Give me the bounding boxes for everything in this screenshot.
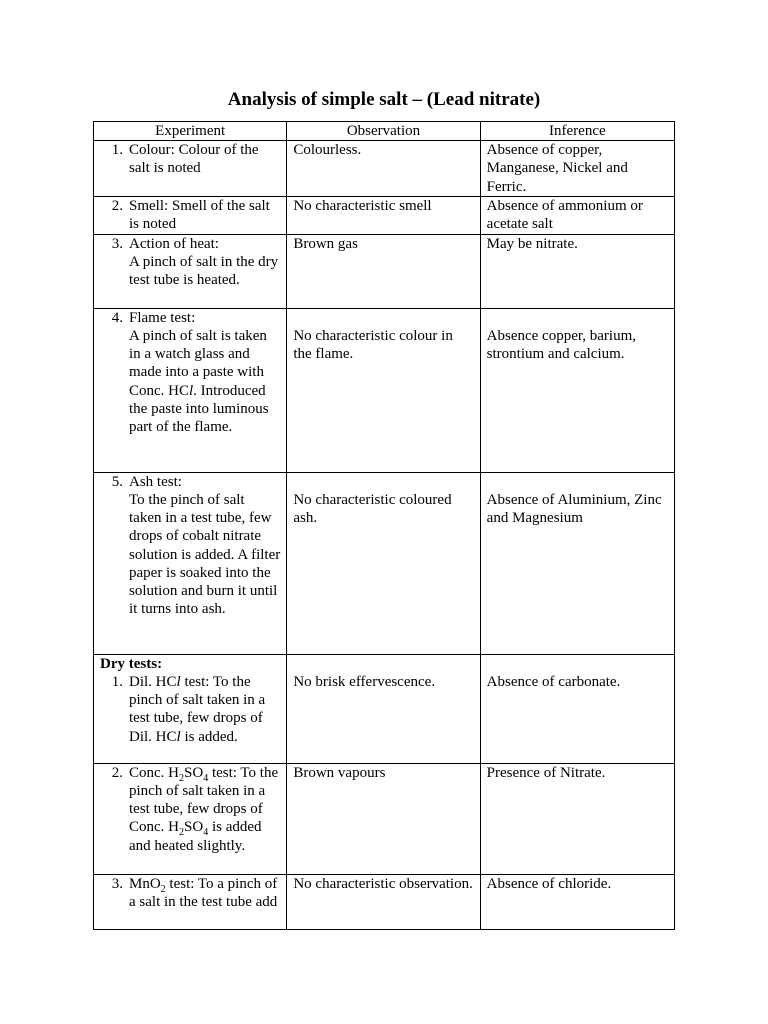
observation-cell: Colourless. [287, 141, 480, 197]
row-number: 2. [111, 764, 123, 781]
experiment-cell [94, 141, 287, 197]
experiment-cell [94, 196, 287, 234]
observation-cell: No characteristic smell [287, 196, 480, 234]
inference-cell: Absence of copper, Manganese, Nickel and Ferric. [480, 141, 674, 197]
experiment-cell [94, 234, 287, 308]
experiment-text: To the pinch of salt taken in a test tube, few drops of cobalt nitrate solution is added. A filter paper is soaked into the solution and burn it until it turns into ash. [129, 492, 281, 618]
row-number: 1. [111, 674, 123, 691]
experiment-cell [94, 308, 287, 472]
table-row [94, 874, 675, 929]
inference-text: Absence of Aluminium, Zinc and Magnesium [486, 492, 662, 527]
experiment-text: Smell: Smell of the salt is noted [129, 197, 270, 233]
observation-cell [287, 308, 480, 472]
experiment-cell [94, 874, 287, 929]
table-header-row [94, 122, 675, 141]
row-number: 3. [111, 235, 123, 252]
row-number: 3. [111, 875, 123, 892]
experiment-text: A pinch of salt in the dry test tube is heated. [129, 254, 279, 289]
table-row [94, 654, 675, 763]
analysis-table [93, 121, 675, 930]
inference-text: Absence of carbonate. [486, 674, 621, 690]
experiment-heading: Action of heat: [129, 235, 219, 252]
inference-cell [480, 308, 674, 472]
inference-cell: May be nitrate. [480, 234, 674, 308]
page-title: Analysis of simple salt – (Lead nitrate) [227, 89, 541, 110]
observation-text: No characteristic coloured ash. [293, 492, 452, 527]
inference-cell [480, 472, 674, 654]
row-number: 5. [111, 473, 123, 490]
experiment-heading: Ash test: [129, 473, 182, 490]
row-number: 4. [111, 309, 123, 326]
dry-tests-label: Dry tests: [100, 655, 163, 672]
experiment-text: MnO$_2$ test: To a pinch of a salt in the test tube add [129, 875, 278, 911]
inference-text: Absence copper, barium, strontium and calcium. [486, 328, 636, 363]
inference-cell: Absence of ammonium or acetate salt [480, 196, 674, 234]
experiment-cell [94, 763, 287, 874]
observation-text: No brisk effervescence. [293, 674, 436, 690]
inference-cell [480, 654, 674, 763]
observation-cell: No characteristic observation. [287, 874, 480, 929]
experiment-text: Colour: Colour of the salt is noted [129, 142, 259, 177]
experiment-cell [94, 472, 287, 654]
experiment-cell [94, 654, 287, 763]
experiment-text-cont: . Introduced the paste into luminous part of the flame. [129, 382, 269, 436]
inference-cell: Absence of chloride. [480, 874, 674, 929]
observation-cell [287, 654, 480, 763]
header-experiment: Experiment [94, 122, 287, 141]
experiment-italic: l [189, 382, 194, 399]
experiment-text: A pinch of salt is taken in a watch glass and made into a paste with Conc. HC [129, 328, 267, 399]
table-row [94, 308, 675, 472]
observation-cell: Brown gas [287, 234, 480, 308]
table-row [94, 763, 675, 874]
table-row [94, 472, 675, 654]
row-number: 2. [111, 197, 123, 214]
observation-cell: Brown vapours [287, 763, 480, 874]
row-number: 1. [111, 142, 123, 159]
observation-text: No characteristic colour in the flame. [293, 328, 453, 363]
table-row [94, 141, 675, 197]
experiment-text: Dil. HCl test: To the pinch of salt taken in a test tube, few drops of Dil. HCl is added. [129, 674, 266, 745]
experiment-text: Conc. $H_2SO_4$ test: To the pinch of salt taken in a test tube, few drops of Conc. $H_2SO_4$ is added and heated slightly. [129, 764, 279, 854]
inference-cell: Presence of Nitrate. [480, 763, 674, 874]
observation-cell [287, 472, 480, 654]
header-observation: Observation [287, 122, 480, 141]
experiment-heading: Flame test: [129, 309, 196, 326]
table-row [94, 234, 675, 308]
table-row [94, 196, 675, 234]
header-inference: Inference [480, 122, 674, 141]
